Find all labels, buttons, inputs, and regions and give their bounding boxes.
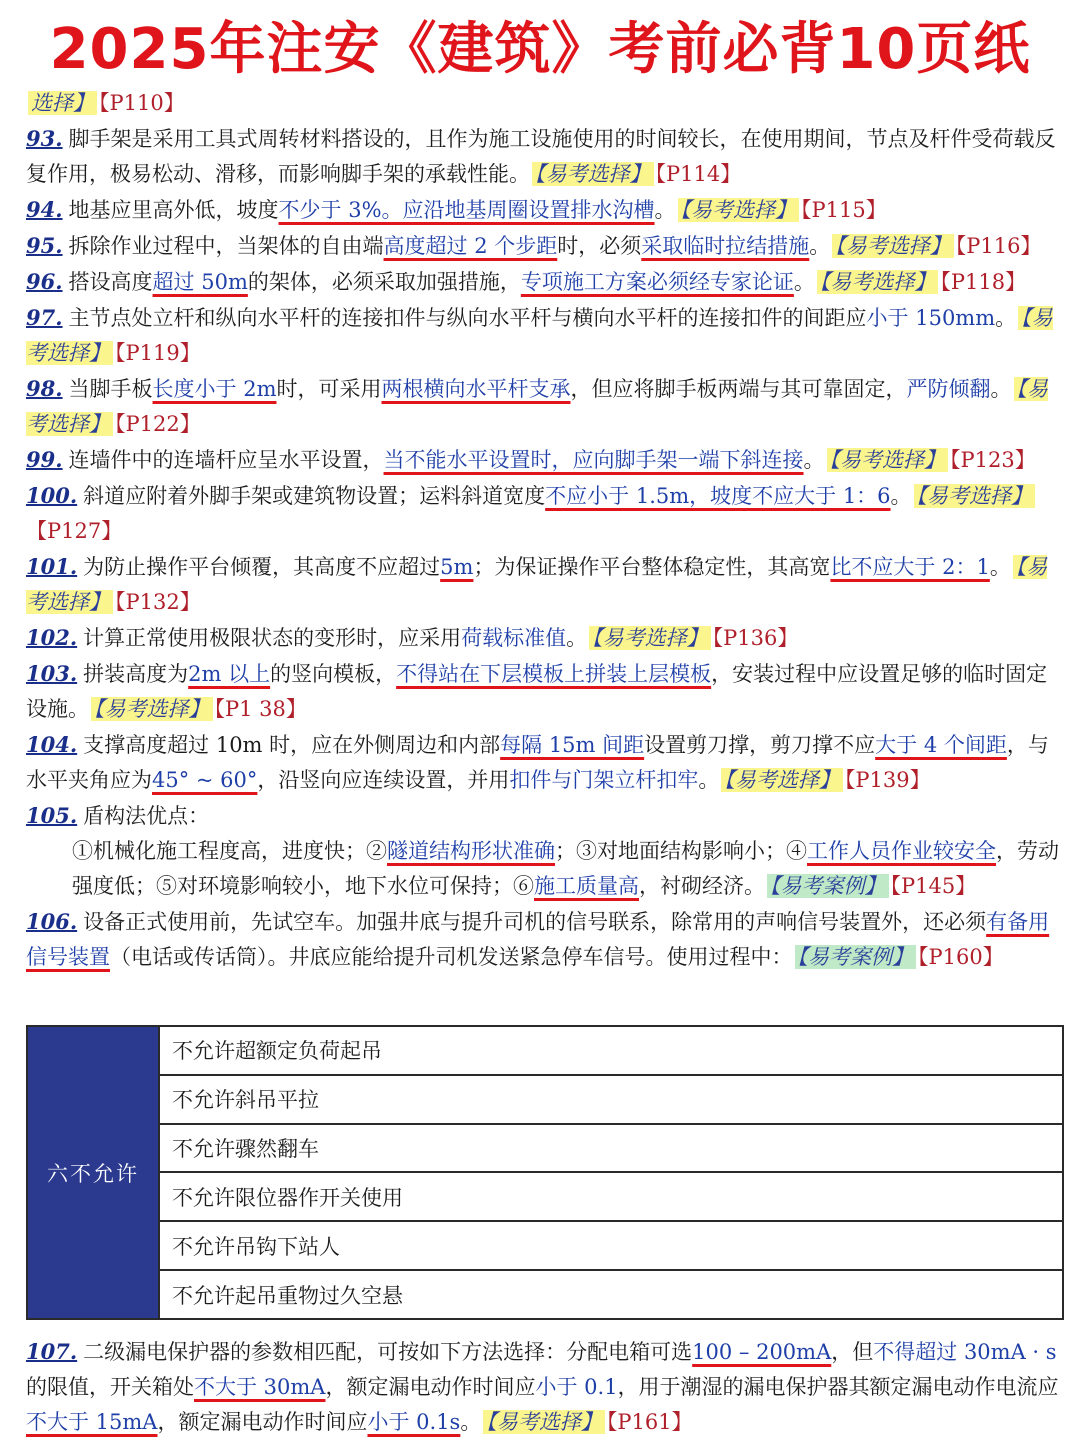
item-number: 106.: [26, 909, 78, 934]
item-text: 计算正常使用极限状态的变形时，应采用: [83, 626, 462, 650]
table-row: 不允许吊钩下站人: [160, 1222, 1062, 1271]
table-category: 六不允许: [28, 1027, 160, 1318]
item-text: ，沿竖向应连续设置，并用: [257, 768, 510, 792]
item-text: 。: [890, 484, 912, 508]
page-ref: 【P118】: [940, 270, 1027, 294]
tag-easy-choice: 【易考选择】: [483, 1410, 605, 1434]
item-97: [26, 300, 1066, 371]
item-101: [26, 549, 1066, 620]
item-number: 105.: [26, 803, 78, 828]
page-title: 2025年注安《建筑》考前必背10页纸: [49, 17, 1031, 82]
item-text: ，劳动强度低；⑤对环境影响较小，地下水位可保持；⑥: [72, 839, 1059, 898]
item-text: 。: [654, 198, 676, 222]
key-point: 专项施工方案必须经专家论证: [520, 270, 794, 294]
item-text: 主节点处立杆和纵向水平杆的连接扣件与纵向水平杆与横向水平杆的连接扣件的间距应: [68, 306, 867, 330]
item-number: 96.: [26, 269, 63, 294]
table-row: 不允许斜吊平拉: [160, 1076, 1062, 1125]
item-text: 。: [989, 555, 1011, 579]
item-94: [26, 192, 1066, 228]
key-point: 施工质量高: [534, 874, 639, 898]
page-ref: 【P139】: [844, 768, 931, 792]
item-text: ；为保证操作平台整体稳定性，其高宽: [473, 555, 831, 579]
six-not-allowed-table: [26, 1025, 1064, 1320]
item-number: 95.: [26, 233, 63, 258]
page-ref: 【P160】: [918, 945, 1004, 969]
item-number: 94.: [26, 197, 63, 222]
key-point: 小于 150mm: [866, 306, 996, 330]
item-text: 。: [566, 626, 588, 650]
tag-easy-choice: 【易考选择】: [678, 198, 800, 222]
key-point: 长度小于 2m: [152, 377, 277, 401]
key-point: 不得超过 30mA · s: [873, 1340, 1057, 1364]
item-text: 拆除作业过程中，当架体的自由端: [68, 234, 384, 258]
item-text: 斜道应附着外脚手架或建筑物设置；运料斜道宽度: [83, 484, 546, 508]
tag-easy-choice: 【易考选择】: [721, 768, 843, 792]
item-text: ，衬砌经济。: [639, 874, 765, 898]
item-text: 当脚手板: [68, 377, 153, 401]
item-text: 设置剪刀撑，剪刀撑不应: [644, 733, 876, 757]
item-text: 连墙件中的连墙杆应呈水平设置，: [68, 448, 384, 472]
item-number: 99.: [26, 447, 63, 472]
key-point: 45° ~ 60°: [152, 768, 258, 792]
tag-easy-case: 【易考案例】: [795, 945, 917, 969]
item-99: [26, 442, 1066, 478]
item-text: ，安装过程中应设置足够的临时固定设施。: [26, 662, 1048, 721]
item-92: [26, 86, 1066, 121]
item-text: 。: [990, 377, 1012, 401]
page-ref: 【P161】: [606, 1410, 693, 1434]
item-number: 107.: [26, 1339, 78, 1364]
item-103: [26, 656, 1066, 727]
item-104: [26, 727, 1066, 798]
item-number: 102.: [26, 625, 78, 650]
item-number: 101.: [26, 554, 78, 579]
key-point: 不大于 30mA: [194, 1375, 326, 1399]
key-point: 扣件与门架立杆扣牢: [509, 768, 699, 792]
key-point: 5m: [440, 555, 474, 579]
item-number: 100.: [26, 483, 78, 508]
key-point: 有备用信号装置: [26, 910, 1050, 969]
key-point: 不大于 15mA: [26, 1410, 158, 1434]
page-ref: 【P110】: [99, 91, 185, 115]
item-105: [26, 798, 1066, 834]
item-text: ；③对地面结构影响小；④: [555, 839, 807, 863]
item-text: 脚手架是采用工具式周转材料搭设的，且作为施工设施使用的时间较长，在使用期间，节点及杆件受荷载反复作用，极易松动、滑移，而影响脚手架的承载性能。: [26, 127, 1056, 186]
key-point: 隧道结构形状准确: [387, 839, 555, 863]
item-text: 时，必须: [557, 234, 642, 258]
item-text: 二级漏电保护器的参数相匹配，可按如下方法选择：分配电箱可选: [83, 1340, 693, 1364]
key-point: 不得站在下层模板上拼装上层模板: [396, 662, 712, 686]
page-ref: 【P1 38】: [214, 697, 307, 721]
key-point: 大于 4 个间距: [875, 733, 1007, 757]
tag-easy-choice: 【易考选择】: [532, 162, 654, 186]
key-point: 当不能水平设置时，应向脚手架一端下斜连接: [383, 448, 804, 472]
item-text: 时，可采用: [276, 377, 382, 401]
item-text: 拼装高度为: [83, 662, 189, 686]
item-text: ，额定漏电动作时间应: [325, 1375, 536, 1399]
tag-easy-choice: 【易考选择】: [827, 448, 949, 472]
table-rows: [160, 1027, 1062, 1318]
item-100: [26, 478, 1066, 549]
tag-easy-choice: 【易考选择】: [26, 306, 1053, 365]
key-point: 工作人员作业较安全: [807, 839, 996, 863]
item-number: 98.: [26, 376, 63, 401]
item-text: ，但应将脚手板两端与其可靠固定，: [570, 377, 907, 401]
item-text: 。: [809, 234, 831, 258]
key-point: 2m 以上: [188, 662, 271, 686]
key-point: 每隔 15m 间距: [500, 733, 645, 757]
key-point: 严防倾翻: [906, 377, 991, 401]
key-point: 采取临时拉结措施: [641, 234, 810, 258]
item-text: 搭设高度: [68, 270, 153, 294]
item-text: 的限值，开关箱处: [26, 1375, 194, 1399]
key-point: 不少于 3%。应沿地基周圈设置排水沟槽: [278, 198, 655, 222]
key-point: 小于 0.1: [535, 1375, 618, 1399]
item-95: [26, 228, 1066, 264]
tag-easy-choice: 【易考选择】: [817, 270, 939, 294]
item-number: 97.: [26, 305, 63, 330]
tag-easy-choice: 【易考选择】: [26, 377, 1048, 436]
page-ref: 【P119】: [115, 341, 201, 365]
item-text: ，与水平夹角应为: [26, 733, 1049, 792]
key-point: 不应小于 1.5m，坡度不应大于 1：6: [545, 484, 891, 508]
table-row: 不允许超额定负荷起吊: [160, 1027, 1062, 1076]
item-text: 。: [698, 768, 720, 792]
item-107: [26, 1334, 1066, 1440]
item-text: 。: [793, 270, 815, 294]
key-point: 比不应大于 2：1: [830, 555, 990, 579]
key-point: 小于 0.1s: [367, 1410, 461, 1434]
item-text: ，但: [831, 1340, 874, 1364]
item-text: 的竖向模板，: [270, 662, 397, 686]
tag-easy-choice: 【易考选择】: [832, 234, 954, 258]
item-number: 104.: [26, 732, 78, 757]
key-point: 高度超过 2 个步距: [383, 234, 558, 258]
item-text: ，用于潮湿的漏电保护器其额定漏电动作电流应: [617, 1375, 1059, 1399]
page-ref: 【P132】: [115, 590, 201, 614]
item-number: 93.: [26, 126, 63, 151]
item-98: [26, 371, 1066, 442]
page-ref: 【P123】: [950, 448, 1036, 472]
page-ref: 【P116】: [955, 234, 1042, 258]
item-106: [26, 904, 1066, 975]
notes-content-bottom: [26, 1334, 1066, 1440]
key-point: 100 – 200mA: [692, 1340, 832, 1364]
item-96: [26, 264, 1066, 300]
table-row: 不允许起吊重物过久空悬: [172, 1283, 403, 1308]
item-105-body: [26, 834, 1066, 904]
item-text: 支撑高度超过 10m 时，应在外侧周边和内部: [83, 733, 501, 757]
tag-easy-choice: 【易考选择】: [914, 484, 1036, 508]
page-ref: 【P122】: [115, 412, 201, 436]
page-ref: 【P115】: [801, 198, 887, 222]
item-text: 地基应里高外低，坡度: [68, 198, 279, 222]
notes-content: [26, 86, 1066, 975]
key-point: 荷载标准值: [461, 626, 567, 650]
item-text: ①机械化施工程度高，进度快；②: [72, 839, 387, 863]
page-ref: 【P114】: [655, 162, 742, 186]
item-text: 。: [803, 448, 825, 472]
item-text: （电话或传话筒）。井底应能给提升司机发送紧急停车信号。使用过程中：: [110, 945, 793, 969]
page-ref: 【P127】: [26, 519, 123, 543]
key-point: 两根横向水平杆支承: [381, 377, 571, 401]
item-text: 设备正式使用前，先试空车。加强井底与提升司机的信号联系，除常用的声响信号装置外，还必须: [83, 910, 987, 934]
item-93: [26, 121, 1066, 192]
table-row: 不允许限位器作开关使用: [160, 1173, 1062, 1222]
item-102: [26, 620, 1066, 656]
item-text: 为防止操作平台倾覆，其高度不应超过: [83, 555, 441, 579]
tag-easy-choice: 【易考选择】: [26, 555, 1048, 614]
tag-easy-case: 【易考案例】: [767, 874, 889, 898]
tag-easy-choice: 选择】: [28, 91, 97, 115]
page-ref: 【P145】: [890, 874, 977, 898]
page-ref: 【P136】: [712, 626, 799, 650]
item-text: 。: [995, 306, 1017, 330]
key-point: 超过 50m: [152, 270, 248, 294]
item-number: 103.: [26, 661, 78, 686]
item-text: ，额定漏电动作时间应: [157, 1410, 368, 1434]
tag-easy-choice: 【易考选择】: [91, 697, 213, 721]
item-text: 。: [460, 1410, 482, 1434]
tag-easy-choice: 【易考选择】: [589, 626, 711, 650]
item-text: 的架体，必须采取加强措施，: [247, 270, 521, 294]
table-row: 不允许骤然翻车: [160, 1125, 1062, 1174]
item-heading: 盾构法优点：: [83, 804, 210, 828]
